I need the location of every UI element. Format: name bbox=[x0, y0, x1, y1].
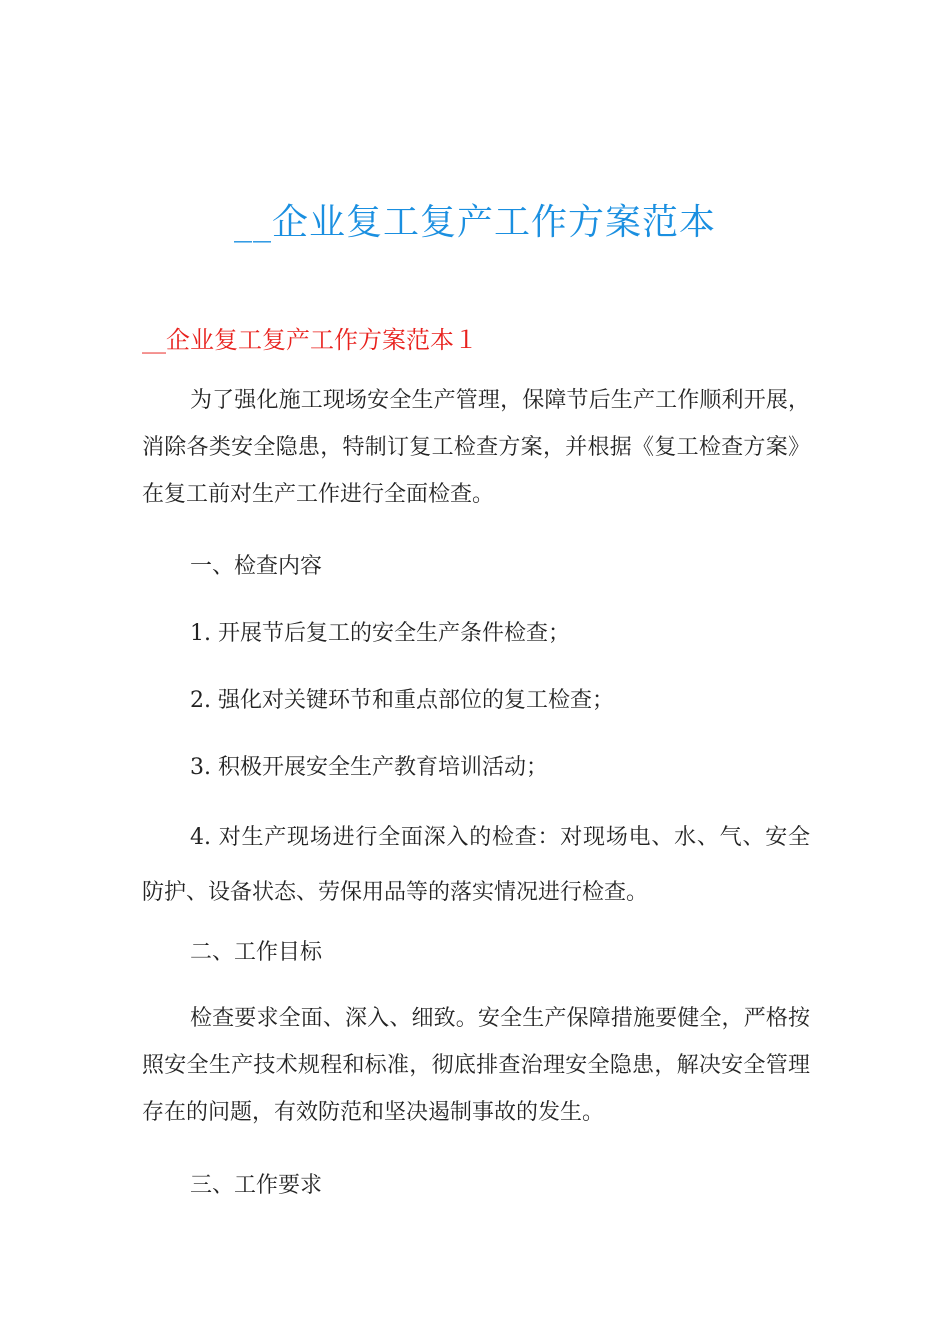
part-one-heading: 一、检查内容 bbox=[190, 554, 323, 579]
part-two-heading: 二、工作目标 bbox=[190, 940, 323, 965]
list-item: 3. 积极开展安全生产教育培训活动； bbox=[190, 755, 548, 780]
list-item: 2. 强化对关键环节和重点部位的复工检查； bbox=[190, 688, 614, 713]
part-three-heading: 三、工作要求 bbox=[190, 1173, 323, 1198]
section-heading: __企业复工复产工作方案范本１ bbox=[142, 326, 478, 354]
list-item: 1. 开展节后复工的安全生产条件检查； bbox=[190, 621, 570, 646]
goal-paragraph: 检查要求全面、深入、细致。安全生产保障措施要健全，严格按照安全生产技术规程和标准，彻底排查治理安全隐患，解决安全管理存在的问题，有效防范和坚决遏制事故的发生。 bbox=[142, 1006, 810, 1125]
list-item: 4. 对生产现场进行全面深入的检查：对现场电、水、气、安全防护、设备状态、劳保用品等的落实情况进行检查。 bbox=[142, 825, 810, 905]
document-title: __企业复工复产工作方案范本 bbox=[233, 202, 716, 243]
intro-paragraph: 为了强化施工现场安全生产管理，保障节后生产工作顺利开展，消除各类安全隐患，特制订复工检查方案，并根据《复工检查方案》在复工前对生产工作进行全面检查。 bbox=[142, 388, 810, 507]
